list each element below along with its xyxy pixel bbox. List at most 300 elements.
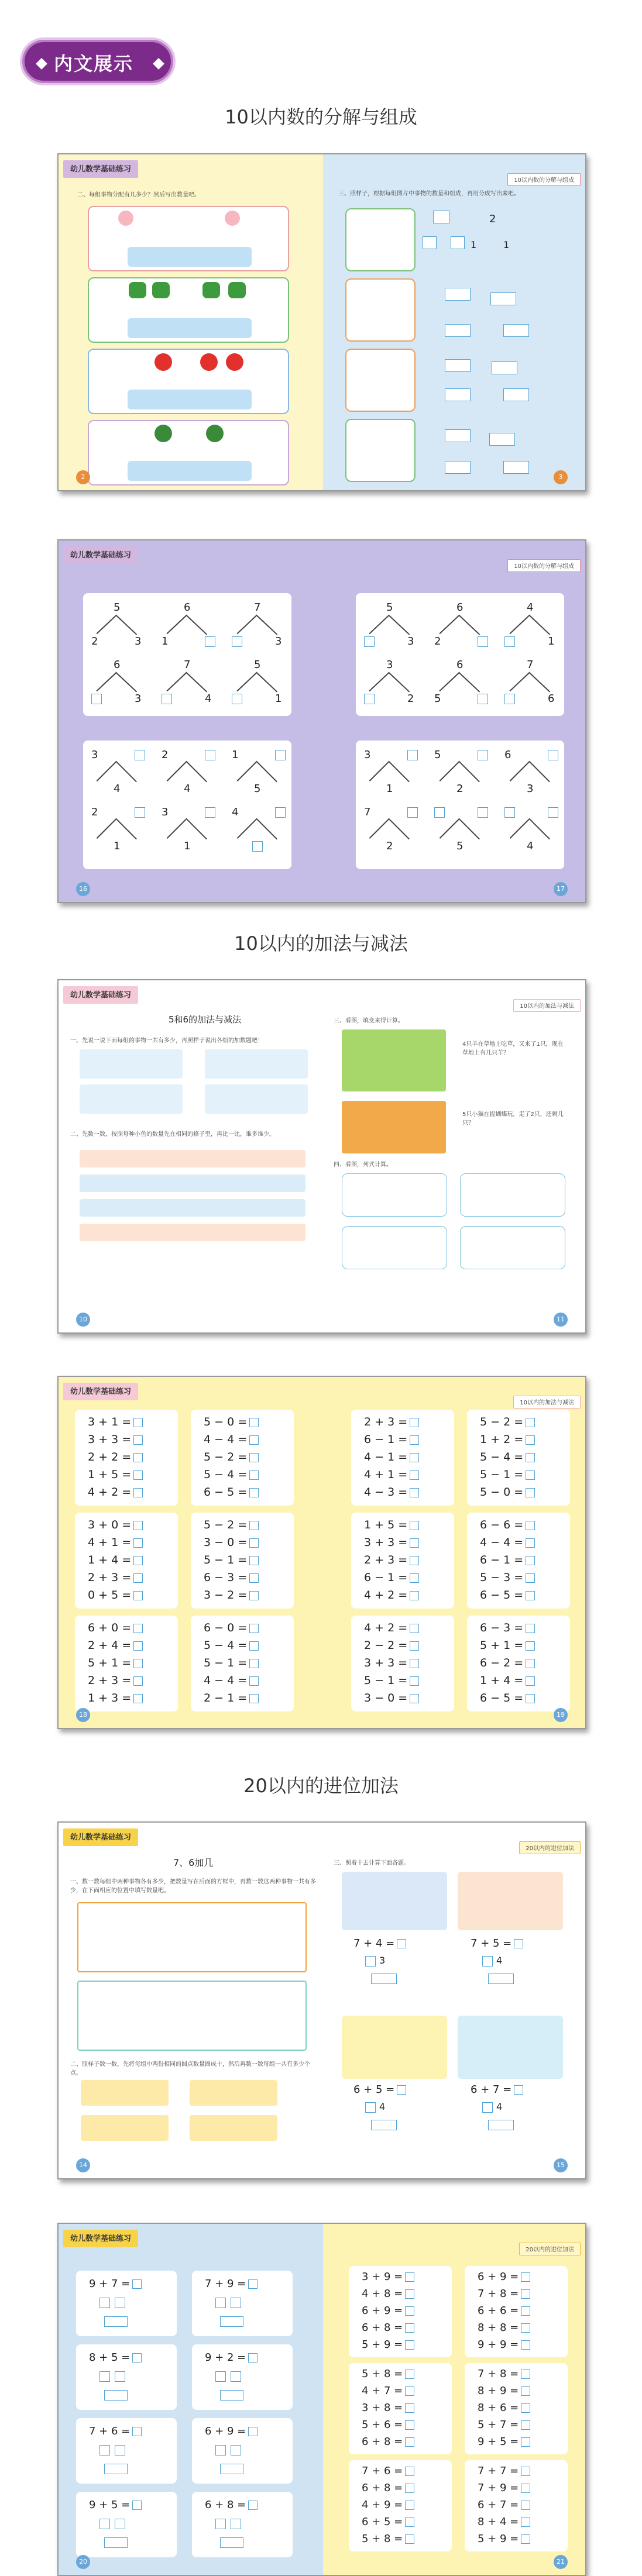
answer-box[interactable] bbox=[521, 2323, 530, 2333]
bond-number: 5 bbox=[456, 840, 464, 852]
answer-box[interactable] bbox=[405, 2323, 414, 2333]
equation bbox=[478, 2402, 530, 2414]
equation bbox=[204, 1621, 259, 1634]
answer-box[interactable] bbox=[521, 2340, 530, 2350]
peach-icon bbox=[225, 211, 240, 226]
equation bbox=[480, 1657, 535, 1669]
bond-number: 4 bbox=[527, 601, 534, 614]
answer-box[interactable] bbox=[135, 807, 145, 818]
answer-box[interactable] bbox=[252, 841, 263, 852]
answer-box[interactable] bbox=[132, 2501, 142, 2510]
answer-bar bbox=[128, 390, 252, 409]
answer-box[interactable] bbox=[249, 1435, 259, 1445]
equation-text: 0 + 5 = bbox=[88, 1589, 132, 1602]
answer-box[interactable] bbox=[504, 694, 515, 704]
example-number: 1 bbox=[503, 239, 510, 250]
answer-box[interactable] bbox=[410, 1641, 419, 1651]
answer-box[interactable] bbox=[548, 807, 558, 818]
answer-box[interactable] bbox=[526, 1676, 535, 1686]
answer-box[interactable] bbox=[220, 2390, 243, 2401]
answer-box[interactable] bbox=[220, 2316, 243, 2327]
equation bbox=[204, 1692, 259, 1704]
equation-text: 7 + 9 = bbox=[205, 2278, 246, 2290]
image-box bbox=[205, 1049, 308, 1079]
equation bbox=[480, 1621, 535, 1634]
answer-box[interactable] bbox=[521, 2289, 530, 2299]
answer-box[interactable] bbox=[275, 807, 286, 818]
answer-box[interactable] bbox=[526, 1453, 535, 1462]
answer-box[interactable] bbox=[478, 636, 488, 647]
answer-box[interactable] bbox=[249, 1418, 259, 1427]
equation bbox=[362, 2436, 414, 2448]
equation-text: 5 + 9 = bbox=[478, 2533, 519, 2545]
equation bbox=[478, 2533, 530, 2545]
fish-row bbox=[80, 1224, 305, 1241]
equation bbox=[89, 2351, 142, 2364]
answer-box[interactable] bbox=[249, 1694, 259, 1703]
answer-box[interactable] bbox=[220, 2537, 243, 2548]
answer-box[interactable] bbox=[405, 2420, 414, 2430]
answer-box[interactable] bbox=[249, 1453, 259, 1462]
equation-text: 8 + 6 = bbox=[478, 2402, 519, 2414]
answer-box[interactable] bbox=[410, 1470, 419, 1480]
answer-box[interactable] bbox=[521, 2467, 530, 2476]
equation-text: 5 − 4 = bbox=[204, 1468, 248, 1481]
equation bbox=[364, 1571, 419, 1584]
equation-text: 4 + 8 = bbox=[362, 2288, 403, 2300]
branch-line bbox=[389, 673, 410, 692]
answer-box[interactable] bbox=[451, 236, 465, 249]
answer-box[interactable] bbox=[249, 1573, 259, 1583]
answer-box[interactable] bbox=[514, 1939, 523, 1948]
equation bbox=[205, 2278, 258, 2290]
answer-box[interactable] bbox=[371, 1974, 397, 1984]
equation-text: 5 − 4 = bbox=[480, 1451, 524, 1463]
equation-text: 4 + 1 = bbox=[88, 1536, 132, 1549]
answer-box[interactable] bbox=[405, 2370, 414, 2379]
answer-box[interactable] bbox=[445, 461, 471, 474]
answer-box[interactable] bbox=[215, 2371, 226, 2382]
answer-box[interactable] bbox=[248, 2427, 258, 2436]
branch-line bbox=[237, 818, 258, 839]
answer-box[interactable] bbox=[526, 1641, 535, 1651]
equation-text: 3 + 3 = bbox=[364, 1657, 408, 1669]
answer-box[interactable] bbox=[410, 1676, 419, 1686]
answer-box[interactable] bbox=[133, 1556, 143, 1565]
answer-box[interactable] bbox=[248, 2501, 258, 2510]
answer-box[interactable] bbox=[365, 1956, 376, 1967]
answer-box[interactable] bbox=[133, 1694, 143, 1703]
answer-box[interactable] bbox=[133, 1470, 143, 1480]
bond-number: 1 bbox=[184, 840, 191, 852]
diamond-icon bbox=[36, 58, 47, 70]
answer-box[interactable] bbox=[526, 1591, 535, 1600]
equation-text: 6 + 7 = bbox=[471, 2083, 512, 2096]
answer-box[interactable] bbox=[133, 1488, 143, 1497]
equation bbox=[88, 1416, 143, 1428]
answer-box[interactable] bbox=[521, 2306, 530, 2316]
equation-text: 2 + 3 = bbox=[364, 1416, 408, 1428]
answer-box[interactable] bbox=[133, 1641, 143, 1651]
answer-box[interactable] bbox=[410, 1556, 419, 1565]
answer-box[interactable] bbox=[488, 1974, 514, 1984]
answer-box[interactable] bbox=[115, 2519, 125, 2529]
answer-box[interactable] bbox=[132, 2427, 142, 2436]
answer-box[interactable] bbox=[231, 2298, 241, 2308]
equation bbox=[204, 1657, 259, 1669]
equation-text: 5 + 9 = bbox=[362, 2339, 403, 2351]
answer-box[interactable] bbox=[405, 2534, 414, 2544]
answer-box[interactable] bbox=[405, 2403, 414, 2413]
answer-box[interactable] bbox=[133, 1418, 143, 1427]
equation-text: 5 + 1 = bbox=[480, 1639, 524, 1652]
answer-box[interactable] bbox=[526, 1418, 535, 1427]
answer-box[interactable] bbox=[521, 2386, 530, 2396]
tomato-icon bbox=[155, 353, 172, 371]
answer-box[interactable] bbox=[248, 2353, 258, 2363]
equation bbox=[362, 2516, 414, 2528]
branch-line bbox=[187, 673, 207, 692]
answer-box[interactable] bbox=[133, 1435, 143, 1445]
answer-box[interactable] bbox=[397, 1939, 406, 1948]
bond-number: 2 bbox=[456, 783, 464, 795]
answer-box[interactable] bbox=[99, 2371, 110, 2382]
answer-box[interactable] bbox=[410, 1591, 419, 1600]
answer-box[interactable] bbox=[478, 694, 488, 704]
branch-line bbox=[237, 615, 258, 634]
answer-box[interactable] bbox=[132, 2353, 142, 2363]
equation bbox=[362, 2368, 414, 2380]
answer-box[interactable] bbox=[526, 1521, 535, 1530]
equation-text: 6 − 6 = bbox=[480, 1518, 524, 1531]
equation-text: 2 + 3 = bbox=[88, 1571, 132, 1584]
equation-text: 4 − 4 = bbox=[480, 1536, 524, 1549]
branch-line bbox=[459, 615, 480, 635]
answer-box[interactable] bbox=[133, 1659, 143, 1668]
answer-box[interactable] bbox=[521, 2403, 530, 2413]
answer-box[interactable] bbox=[410, 1521, 419, 1530]
picture-card bbox=[460, 1173, 565, 1217]
answer-box[interactable] bbox=[514, 2085, 523, 2095]
equation-text: 6 − 3 = bbox=[204, 1571, 248, 1584]
equation-text: 7 + 6 = bbox=[89, 2425, 131, 2437]
equation-text: 3 − 2 = bbox=[204, 1589, 248, 1602]
answer-box[interactable] bbox=[526, 1624, 535, 1633]
answer-box[interactable] bbox=[104, 2390, 128, 2401]
answer-box[interactable] bbox=[423, 236, 437, 249]
answer-box[interactable] bbox=[410, 1659, 419, 1668]
answer-box[interactable] bbox=[220, 2464, 243, 2474]
answer-box[interactable] bbox=[115, 2445, 125, 2456]
dots-box bbox=[190, 2080, 277, 2106]
equation-text: 4 + 7 = bbox=[362, 2385, 403, 2397]
answer-box[interactable] bbox=[478, 807, 488, 818]
answer-box[interactable] bbox=[249, 1556, 259, 1565]
branch-line bbox=[167, 761, 187, 781]
answer-box[interactable] bbox=[91, 694, 102, 704]
answer-box[interactable] bbox=[249, 1641, 259, 1651]
bond-number: 1 bbox=[386, 783, 393, 795]
equation bbox=[364, 1692, 419, 1704]
equation bbox=[362, 2533, 414, 2545]
answer-box[interactable] bbox=[215, 2519, 226, 2529]
answer-box[interactable] bbox=[364, 694, 375, 704]
answer-box[interactable] bbox=[249, 1624, 259, 1633]
spread-3 bbox=[57, 979, 586, 1334]
branch-line bbox=[167, 615, 187, 634]
bond-number: 7 bbox=[184, 659, 191, 671]
answer-box[interactable] bbox=[410, 1694, 419, 1703]
answer-box[interactable] bbox=[104, 2464, 128, 2474]
answer-box[interactable] bbox=[249, 1591, 259, 1600]
equation-text: 6 + 8 = bbox=[362, 2436, 403, 2448]
answer-box[interactable] bbox=[504, 636, 515, 647]
bond-number: 6 bbox=[114, 659, 121, 671]
answer-box[interactable] bbox=[521, 2534, 530, 2544]
answer-box[interactable] bbox=[488, 2120, 514, 2130]
answer-box[interactable] bbox=[405, 2467, 414, 2476]
answer-box[interactable] bbox=[99, 2445, 110, 2456]
equation-text: 6 + 9 = bbox=[478, 2271, 519, 2283]
answer-box[interactable] bbox=[133, 1538, 143, 1548]
exercise-card bbox=[356, 741, 564, 869]
answer-box[interactable] bbox=[99, 2298, 110, 2308]
answer-box[interactable] bbox=[492, 361, 517, 374]
equation-text: 6 + 8 = bbox=[362, 2482, 403, 2494]
equation-text: 4 + 2 = bbox=[364, 1589, 408, 1602]
answer-box[interactable] bbox=[503, 324, 529, 337]
image-box bbox=[345, 278, 416, 342]
equation-text: 7 + 8 = bbox=[478, 2368, 519, 2380]
answer-box[interactable] bbox=[405, 2306, 414, 2316]
equation bbox=[88, 1433, 143, 1446]
answer-box[interactable] bbox=[405, 2340, 414, 2350]
answer-box[interactable] bbox=[445, 429, 471, 442]
answer-box[interactable] bbox=[133, 1521, 143, 1530]
bond-number: 1 bbox=[114, 840, 121, 852]
answer-box[interactable] bbox=[407, 807, 418, 818]
answer-box[interactable] bbox=[521, 2484, 530, 2493]
answer-box[interactable] bbox=[526, 1556, 535, 1565]
answer-box[interactable] bbox=[526, 1470, 535, 1480]
branch-line bbox=[510, 672, 530, 691]
answer-box[interactable] bbox=[133, 1676, 143, 1686]
answer-box[interactable] bbox=[521, 2501, 530, 2510]
equation bbox=[204, 1639, 259, 1652]
answer-box[interactable] bbox=[405, 2484, 414, 2493]
answer-box[interactable] bbox=[249, 1521, 259, 1530]
answer-box[interactable] bbox=[445, 324, 471, 337]
answer-box[interactable] bbox=[410, 1488, 419, 1497]
picture-card bbox=[342, 1226, 447, 1269]
badge-label: 内文展示 bbox=[54, 53, 134, 75]
equation-text: 5 − 2 = bbox=[204, 1518, 248, 1531]
answer-box[interactable] bbox=[205, 807, 215, 818]
answer-box[interactable] bbox=[231, 2371, 241, 2382]
answer-box[interactable] bbox=[521, 2370, 530, 2379]
answer-box[interactable] bbox=[521, 2420, 530, 2430]
equation-text: 3 − 0 = bbox=[364, 1692, 408, 1704]
answer-box[interactable] bbox=[115, 2298, 125, 2308]
answer-box[interactable] bbox=[364, 636, 375, 647]
branch-line bbox=[459, 762, 480, 782]
answer-box[interactable] bbox=[133, 1573, 143, 1583]
answer-box[interactable] bbox=[135, 750, 145, 760]
answer-box[interactable] bbox=[104, 2316, 128, 2327]
answer-box[interactable] bbox=[521, 2437, 530, 2447]
answer-box[interactable] bbox=[445, 359, 471, 372]
answer-box[interactable] bbox=[115, 2371, 125, 2382]
branch-line bbox=[187, 819, 207, 839]
equation-text: 6 + 0 = bbox=[88, 1621, 132, 1634]
answer-box[interactable] bbox=[433, 211, 449, 223]
equation-text: 5 + 6 = bbox=[362, 2419, 403, 2431]
page-number: 20 bbox=[76, 2555, 90, 2569]
answer-box[interactable] bbox=[526, 1694, 535, 1703]
equation-text: 4 − 1 = bbox=[364, 1451, 408, 1463]
picture-card bbox=[342, 2016, 447, 2079]
answer-box[interactable] bbox=[445, 388, 471, 401]
answer-box[interactable] bbox=[526, 1538, 535, 1548]
equation bbox=[204, 1433, 259, 1446]
equation bbox=[478, 2465, 530, 2477]
equation-text: 7 + 5 = bbox=[471, 1937, 512, 1950]
equation-text: 9 + 2 = bbox=[205, 2351, 246, 2364]
answer-box[interactable] bbox=[133, 1591, 143, 1600]
branch-line bbox=[257, 615, 277, 635]
answer-box[interactable] bbox=[410, 1624, 419, 1633]
answer-box[interactable] bbox=[521, 2272, 530, 2282]
answer-box[interactable] bbox=[410, 1573, 419, 1583]
example-number: 1 bbox=[471, 239, 477, 250]
equation bbox=[480, 1639, 535, 1652]
equation-text: 3 − 0 = bbox=[204, 1536, 248, 1549]
branch-line bbox=[237, 761, 258, 781]
answer-box[interactable] bbox=[405, 2501, 414, 2510]
equation bbox=[362, 2499, 414, 2511]
equation-text: 6 + 5 = bbox=[353, 2083, 395, 2096]
equation-text: 7 + 8 = bbox=[478, 2288, 519, 2300]
answer-box[interactable] bbox=[249, 1676, 259, 1686]
answer-box[interactable] bbox=[371, 2120, 397, 2130]
answer-box[interactable] bbox=[205, 750, 215, 760]
answer-box[interactable] bbox=[504, 807, 515, 818]
answer-box[interactable] bbox=[405, 2272, 414, 2282]
answer-box[interactable] bbox=[249, 1488, 259, 1497]
answer-box[interactable] bbox=[482, 2102, 493, 2113]
answer-box[interactable] bbox=[397, 2085, 406, 2095]
answer-box[interactable] bbox=[478, 750, 488, 760]
branch-line bbox=[389, 819, 410, 839]
answer-box[interactable] bbox=[275, 750, 286, 760]
answer-box[interactable] bbox=[405, 2289, 414, 2299]
answer-box[interactable] bbox=[231, 2445, 241, 2456]
equation bbox=[478, 2419, 530, 2431]
answer-box[interactable] bbox=[231, 2519, 241, 2529]
branch-line bbox=[530, 615, 550, 635]
equation-text: 9 + 5 = bbox=[478, 2436, 519, 2448]
question-text: 二、照样子数一数，先将每组中两份相同的圆点数量圈成十，然后再数一数每组一共有多少个点。 bbox=[70, 2061, 310, 2076]
answer-box[interactable] bbox=[503, 388, 529, 401]
watermelon-icon bbox=[206, 425, 224, 442]
answer-box[interactable] bbox=[526, 1488, 535, 1497]
split-number: 3 bbox=[379, 1955, 386, 1966]
branch-line bbox=[116, 673, 137, 692]
equation bbox=[204, 1536, 259, 1549]
answer-box[interactable] bbox=[405, 2437, 414, 2447]
answer-box[interactable] bbox=[410, 1418, 419, 1427]
answer-box[interactable] bbox=[526, 1659, 535, 1668]
answer-box[interactable] bbox=[482, 1956, 493, 1967]
answer-box[interactable] bbox=[132, 2279, 142, 2289]
answer-box[interactable] bbox=[503, 461, 529, 474]
branch-line bbox=[97, 818, 117, 839]
answer-box[interactable] bbox=[249, 1538, 259, 1548]
answer-box[interactable] bbox=[232, 636, 242, 647]
answer-box[interactable] bbox=[490, 292, 516, 305]
answer-box[interactable] bbox=[526, 1435, 535, 1445]
answer-box[interactable] bbox=[410, 1435, 419, 1445]
bond-number: 5 bbox=[434, 749, 441, 761]
equation bbox=[362, 2402, 414, 2414]
dots-box bbox=[81, 2080, 169, 2106]
answer-box[interactable] bbox=[99, 2519, 110, 2529]
picture-card bbox=[458, 1872, 563, 1930]
answer-box[interactable] bbox=[248, 2279, 258, 2289]
answer-box[interactable] bbox=[405, 2518, 414, 2527]
answer-box[interactable] bbox=[365, 2102, 376, 2113]
answer-box[interactable] bbox=[434, 807, 445, 818]
answer-box[interactable] bbox=[104, 2537, 128, 2548]
pepper-icon bbox=[228, 282, 246, 298]
answer-box[interactable] bbox=[215, 2298, 226, 2308]
answer-box[interactable] bbox=[215, 2445, 226, 2456]
answer-box[interactable] bbox=[521, 2518, 530, 2527]
branch-line bbox=[389, 615, 410, 635]
branch-line bbox=[116, 762, 137, 782]
answer-box[interactable] bbox=[407, 750, 418, 760]
answer-box[interactable] bbox=[405, 2386, 414, 2396]
equation-text: 7 + 6 = bbox=[362, 2465, 403, 2477]
bond-number: 4 bbox=[527, 840, 534, 852]
answer-box[interactable] bbox=[410, 1538, 419, 1548]
answer-box[interactable] bbox=[410, 1453, 419, 1462]
branch-line bbox=[510, 818, 530, 839]
equation bbox=[362, 2385, 414, 2397]
answer-box[interactable] bbox=[133, 1453, 143, 1462]
picture-card bbox=[460, 1226, 565, 1269]
answer-box[interactable] bbox=[249, 1659, 259, 1668]
answer-box[interactable] bbox=[489, 433, 515, 446]
answer-box[interactable] bbox=[205, 636, 215, 647]
answer-box[interactable] bbox=[445, 288, 471, 301]
equation bbox=[480, 1536, 535, 1549]
answer-box[interactable] bbox=[526, 1573, 535, 1583]
equation-text: 6 + 9 = bbox=[362, 2305, 403, 2317]
bond-number: 2 bbox=[162, 749, 169, 761]
answer-box[interactable] bbox=[133, 1624, 143, 1633]
equation bbox=[478, 2385, 530, 2397]
branch-line bbox=[257, 819, 277, 839]
equation-text: 5 − 1 = bbox=[204, 1657, 248, 1669]
answer-box[interactable] bbox=[162, 694, 172, 704]
answer-box[interactable] bbox=[232, 694, 242, 704]
equation bbox=[480, 1468, 535, 1481]
equation bbox=[88, 1674, 143, 1687]
dots-box bbox=[190, 2115, 277, 2141]
answer-box[interactable] bbox=[249, 1470, 259, 1480]
answer-box[interactable] bbox=[548, 750, 558, 760]
